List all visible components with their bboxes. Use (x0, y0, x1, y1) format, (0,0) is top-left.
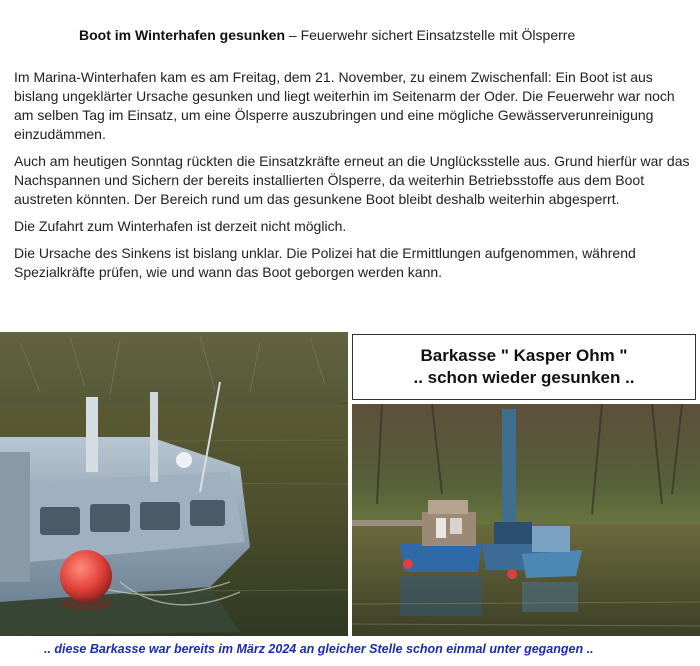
photo-section (0, 332, 700, 636)
photo-sunken-boat-closeup (0, 332, 348, 636)
article-paragraph-2: Auch am heutigen Sonntag rückten die Einsatzkräfte erneut an die Unglücksstelle aus. Grund hierfür war das Nachspannen und Sichern der bereits installierten Ölsperre, da weiterhin Betriebsstoffe aus dem Boot austreten könnten. Der Bereich rund um das gesunkene Boot bleibt deshalb weiterhin abgesperrt. (14, 153, 690, 207)
article-paragraph-1: Im Marina-Winterhafen kam es am Freitag, dem 21. November, zu einem Zwischenfall: Ein Boot ist aus bislang ungeklärter Ursache gesunken und liegt weiterhin im Seitenarm der Oder. Die Feuerwehr war noch am selben Tag im Einsatz, um eine Ölsperre auszubringen und eine mögliche Gewässerverunreinigung einzudämmen. (14, 69, 675, 142)
article-paragraph-4: Die Ursache des Sinkens ist bislang unklar. Die Polizei hat die Ermittlungen aufgenommen, während Spezialkräfte prüfen, wie und wann das Boot geborgen werden kann. (14, 245, 636, 280)
photo-barkasse-overview (352, 404, 700, 636)
caption-box (352, 334, 696, 400)
footer-note: .. diese Barkasse war bereits im März 2024 an gleicher Stelle schon einmal unter gegangen .. (44, 642, 594, 656)
headline-rest: – Feuerwehr sichert Einsatzstelle mit Ölsperre (285, 27, 576, 43)
article-body (14, 68, 690, 290)
photo-sunken-boat-closeup-image (0, 332, 348, 636)
article-paragraph-3: Die Zufahrt zum Winterhafen ist derzeit nicht möglich. (14, 218, 347, 234)
headline (79, 27, 575, 43)
photo-barkasse-overview-image (352, 404, 700, 636)
caption-line-1: Barkasse " Kasper Ohm " (420, 346, 628, 365)
caption-line-2: .. schon wieder gesunken .. (413, 368, 635, 387)
headline-bold: Boot im Winterhafen gesunken (79, 27, 286, 43)
